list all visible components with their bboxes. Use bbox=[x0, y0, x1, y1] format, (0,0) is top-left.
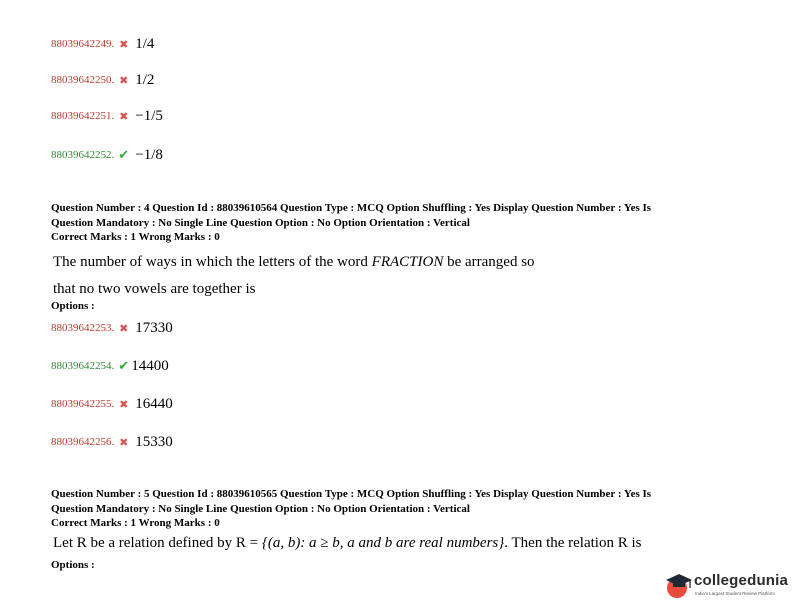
option-row bbox=[51, 430, 173, 454]
meta-line: Correct Marks : 1 Wrong Marks : 0 bbox=[51, 517, 220, 529]
option-row bbox=[51, 392, 173, 416]
option-value: 1/4 bbox=[135, 35, 155, 52]
option-value: −1/8 bbox=[135, 146, 163, 163]
meta-line: Question Number : 5 Question Id : 88039610565 Question Type : MCQ Option Shuffling : Yes Display Question Number : Yes Is bbox=[51, 488, 652, 500]
option-row bbox=[51, 143, 163, 167]
option-row bbox=[51, 32, 154, 56]
cross-icon: ✖ bbox=[119, 74, 129, 87]
question-meta bbox=[51, 487, 651, 531]
option-row bbox=[51, 68, 154, 92]
option-id: 88039642254. bbox=[51, 360, 115, 372]
question-text-line2: that no two vowels are together is bbox=[53, 281, 256, 297]
option-id: 88039642252. bbox=[51, 149, 115, 161]
check-icon: ✔ bbox=[118, 358, 130, 373]
cross-icon: ✖ bbox=[119, 38, 129, 51]
question-text-part: . Then the relation R is bbox=[504, 535, 642, 551]
question-text bbox=[53, 535, 641, 552]
meta-line: Question Mandatory : No Single Line Question Option : No Option Orientation : Vertical bbox=[51, 216, 470, 229]
set-expression: {(a, b): a ≥ b, a and b are real numbers} bbox=[261, 535, 505, 551]
option-value: 1/2 bbox=[135, 71, 155, 88]
question-text-part: be arranged so bbox=[443, 254, 535, 270]
option-value: 16440 bbox=[135, 395, 173, 412]
options-label: Options : bbox=[51, 559, 95, 571]
option-value: 14400 bbox=[131, 357, 169, 374]
question-word: FRACTION bbox=[371, 254, 444, 270]
meta-line: Question Mandatory : No Single Line Question Option : No Option Orientation : Vertical bbox=[51, 502, 470, 515]
meta-line: Correct Marks : 1 Wrong Marks : 0 bbox=[51, 231, 220, 243]
option-id: 88039642249. bbox=[51, 38, 115, 50]
cross-icon: ✖ bbox=[119, 322, 129, 335]
option-value: 17330 bbox=[135, 319, 173, 336]
cross-icon: ✖ bbox=[119, 436, 129, 449]
question-text bbox=[53, 254, 535, 271]
logo-name: collegedunia bbox=[694, 572, 789, 589]
graduation-cap-icon bbox=[664, 571, 694, 601]
logo-tagline: India's Largest Student Review Platform bbox=[695, 591, 775, 596]
meta-line: Question Number : 4 Question Id : 88039610564 Question Type : MCQ Option Shuffling : Yes Display Question Number : Yes Is bbox=[51, 202, 652, 214]
option-id: 88039642256. bbox=[51, 436, 115, 448]
option-row bbox=[51, 316, 173, 340]
option-row bbox=[51, 104, 163, 128]
option-id: 88039642253. bbox=[51, 322, 115, 334]
options-label: Options : bbox=[51, 300, 95, 312]
option-id: 88039642250. bbox=[51, 74, 115, 86]
question-text-part: The number of ways in which the letters of the word bbox=[53, 254, 372, 270]
question-meta bbox=[51, 201, 651, 245]
option-value: 15330 bbox=[135, 433, 173, 450]
option-row bbox=[51, 354, 169, 378]
question-text-part: Let R be a relation defined by R = bbox=[53, 535, 262, 551]
option-id: 88039642251. bbox=[51, 110, 115, 122]
option-id: 88039642255. bbox=[51, 398, 115, 410]
collegedunia-logo bbox=[664, 570, 788, 604]
cross-icon: ✖ bbox=[119, 110, 129, 123]
check-icon: ✔ bbox=[118, 147, 130, 162]
option-value: −1/5 bbox=[135, 107, 163, 124]
cross-icon: ✖ bbox=[119, 398, 129, 411]
